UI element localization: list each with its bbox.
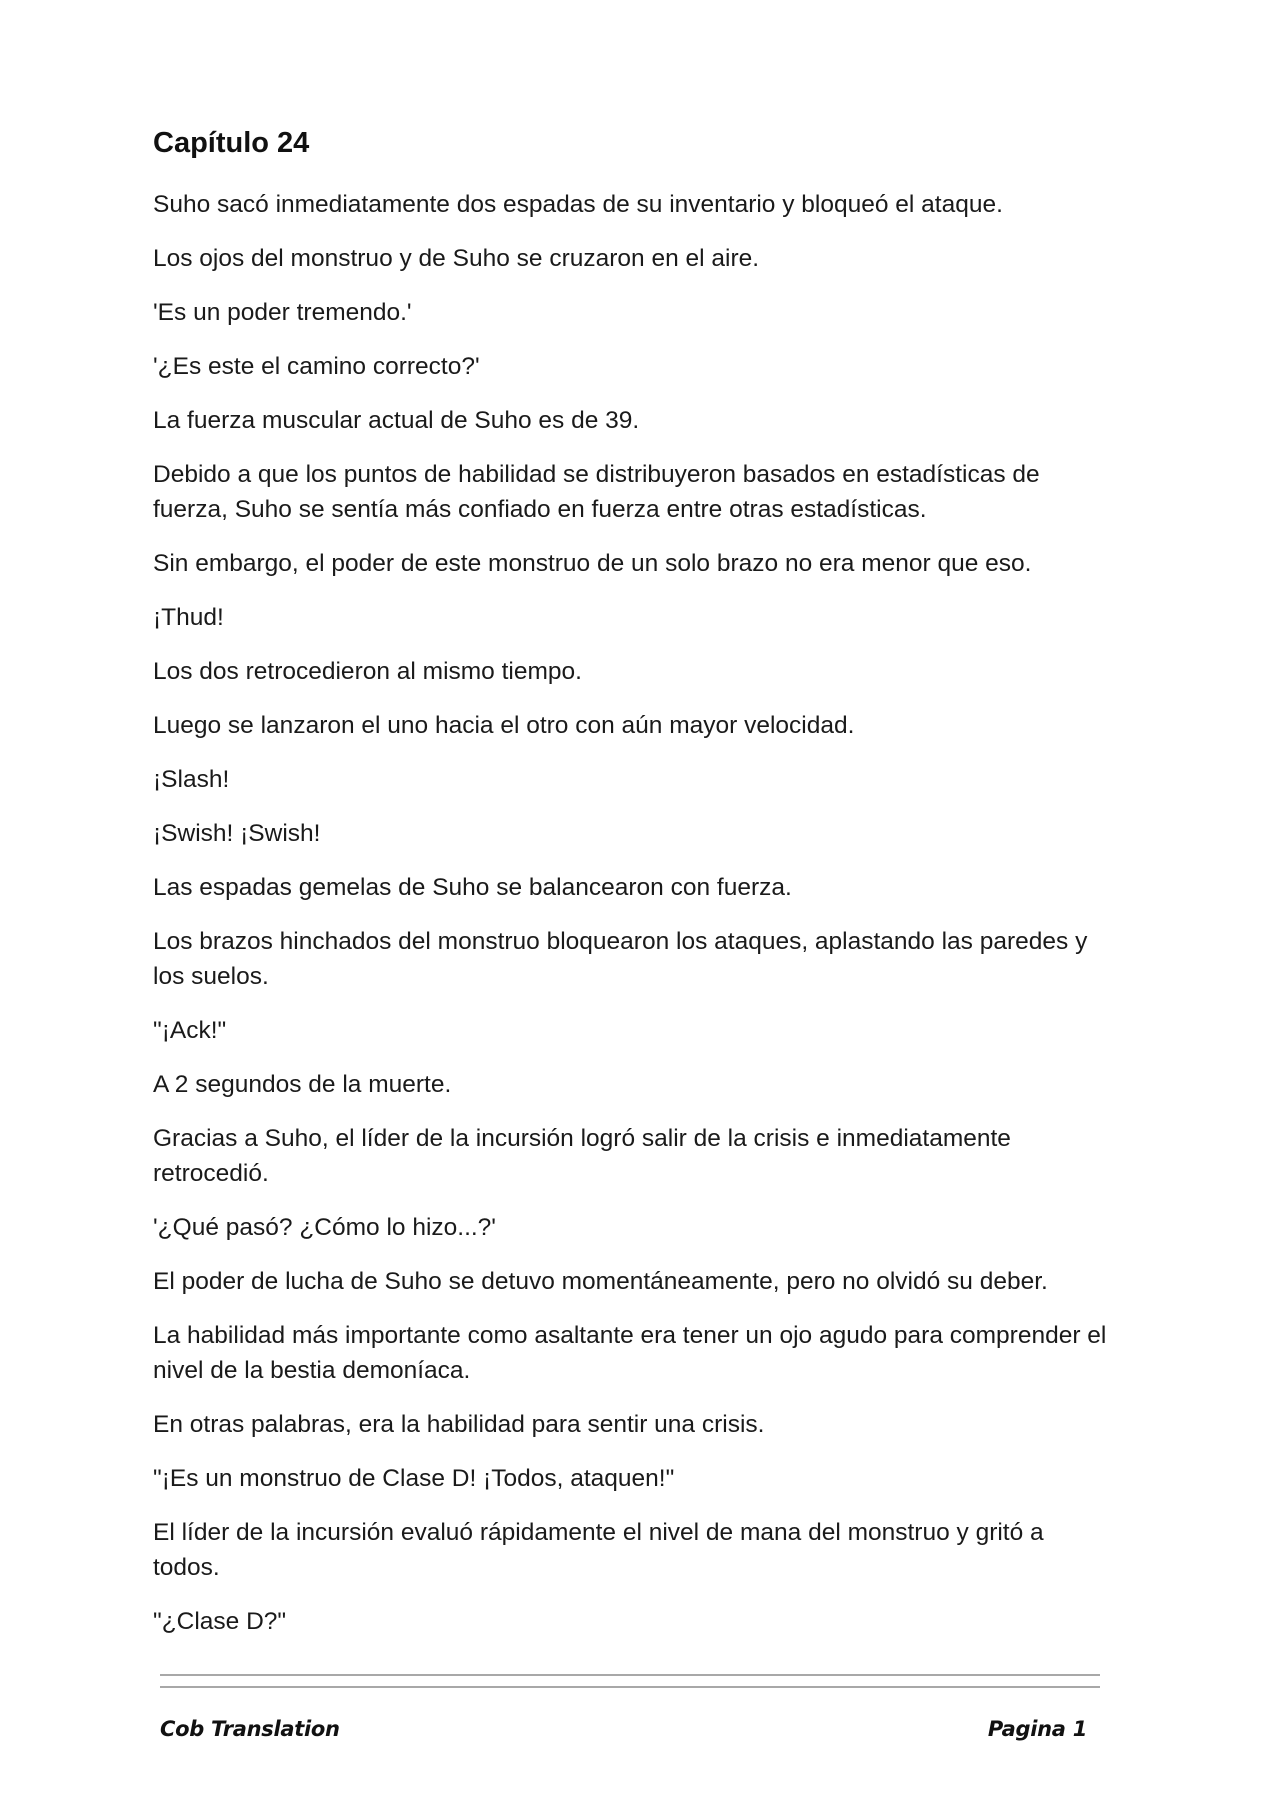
paragraph: '¿Es este el camino correcto?' <box>153 353 480 380</box>
paragraph: En otras palabras, era la habilidad para sentir una crisis. <box>153 1411 765 1438</box>
paragraph: "¡Ack!" <box>153 1017 227 1044</box>
chapter-title: Capítulo 24 <box>153 127 310 159</box>
paragraph: El líder de la incursión evaluó rápidamente el nivel de mana del monstruo y gritó a todos. <box>153 1519 1044 1581</box>
paragraph: 'Es un poder tremendo.' <box>153 299 412 326</box>
paragraph: '¿Qué pasó? ¿Cómo lo hizo...?' <box>153 1214 496 1241</box>
paragraph: "¿Clase D?" <box>153 1608 287 1635</box>
paragraph: El poder de lucha de Suho se detuvo momentáneamente, pero no olvidó su deber. <box>153 1268 1048 1295</box>
paragraph: Las espadas gemelas de Suho se balancearon con fuerza. <box>153 874 792 901</box>
paragraph: A 2 segundos de la muerte. <box>153 1071 452 1098</box>
paragraph: "¡Es un monstruo de Clase D! ¡Todos, ataquen!" <box>153 1465 675 1492</box>
paragraph: Gracias a Suho, el líder de la incursión logró salir de la crisis e inmediatamente retrocedió. <box>153 1125 1011 1187</box>
paragraph: Suho sacó inmediatamente dos espadas de su inventario y bloqueó el ataque. <box>153 191 1003 218</box>
footer-page-number: Pagina 1 <box>987 1717 1087 1741</box>
paragraph: Los brazos hinchados del monstruo bloquearon los ataques, aplastando las paredes y los suelos. <box>153 928 1088 990</box>
footer-translator-credit: Cob Translation <box>160 1717 340 1741</box>
paragraph: Luego se lanzaron el uno hacia el otro con aún mayor velocidad. <box>153 712 855 739</box>
paragraph: Debido a que los puntos de habilidad se distribuyeron basados en estadísticas de fuerza, Suho se sentía más confiado en fuerza entre otras estadísticas. <box>153 461 1040 523</box>
paragraph: ¡Slash! <box>153 766 230 793</box>
paragraph: ¡Swish! ¡Swish! <box>153 820 321 847</box>
paragraph: Sin embargo, el poder de este monstruo de un solo brazo no era menor que eso. <box>153 550 1032 577</box>
paragraph: Los ojos del monstruo y de Suho se cruzaron en el aire. <box>153 245 760 272</box>
paragraph: La fuerza muscular actual de Suho es de 39. <box>153 407 640 434</box>
footer-divider-top <box>160 1674 1100 1676</box>
page-content <box>153 125 1113 1658</box>
paragraph-list <box>153 187 1113 1639</box>
paragraph: Los dos retrocedieron al mismo tiempo. <box>153 658 582 685</box>
paragraph: La habilidad más importante como asaltante era tener un ojo agudo para comprender el nivel de la bestia demoníaca. <box>153 1322 1107 1384</box>
footer-divider-bottom <box>160 1686 1100 1688</box>
paragraph: ¡Thud! <box>153 604 224 631</box>
